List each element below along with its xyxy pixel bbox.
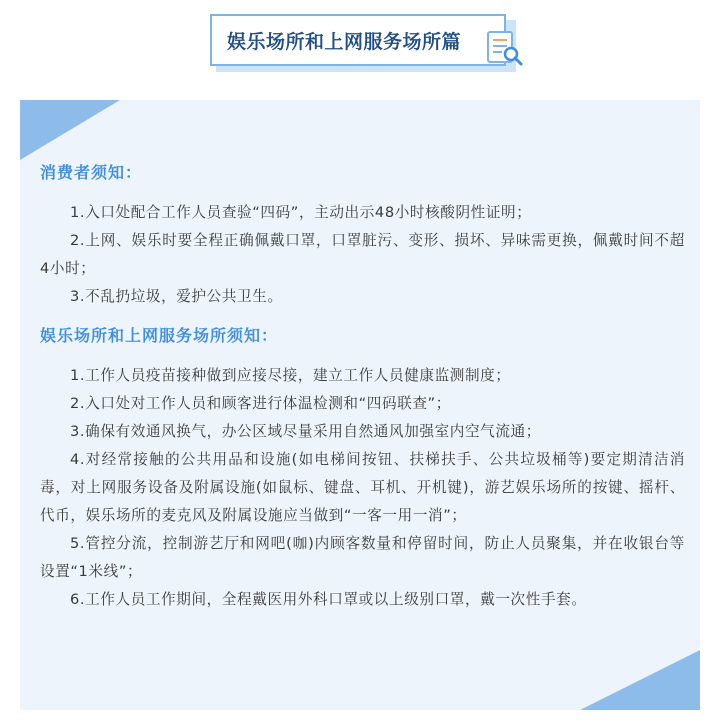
page-title: 娱乐场所和上网服务场所篇 [226,30,461,53]
venue-list [40,362,685,614]
list-item: 1.入口处配合工作人员查验“四码”，主动出示48小时核酸阴性证明； [70,204,532,221]
list-item: 2.入口处对工作人员和顾客进行体温检测和“四码联查”； [70,395,451,412]
list-item: 2.上网、娱乐时要全程正确佩戴口罩，口罩脏污、变形、损坏、异味需更换，佩戴时间不超4小时； [40,232,685,277]
consumer-list [40,199,685,311]
title-box [210,14,506,66]
content-body [40,160,685,614]
title-banner [210,14,510,72]
list-item: 3.确保有效通风换气，办公区域尽量采用自然通风加强室内空气流通； [70,423,541,440]
list-item: 3.不乱扔垃圾，爱护公共卫生。 [70,288,283,305]
list-item: 1.工作人员疫苗接种做到应接尽接，建立工作人员健康监测制度； [70,367,511,384]
consumer-heading: 消费者须知： [40,163,143,182]
panel-corner-decoration-bottom-right [580,650,700,710]
list-item: 5.管控分流，控制游艺厅和网吧(咖)内顾客数量和停留时间，防止人员聚集，并在收银台等设置“1米线”； [40,535,685,580]
list-item: 6.工作人员工作期间，全程戴医用外科口罩或以上级别口罩，戴一次性手套。 [70,591,587,608]
list-item: 4.对经常接触的公共用品和设施(如电梯间按钮、扶梯扶手、公共垃圾桶等)要定期清洁消毒，对上网服务设备及附属设施(如鼠标、键盘、耳机、开机键)，游艺娱乐场所的按键、摇杆、代币，娱乐场所的麦克风及附属设施应当做到“一客一用一消”； [40,451,685,524]
panel-corner-decoration-top-left [20,100,120,160]
document-magnifier-icon [480,22,530,72]
venue-heading: 娱乐场所和上网服务场所须知： [40,326,279,345]
